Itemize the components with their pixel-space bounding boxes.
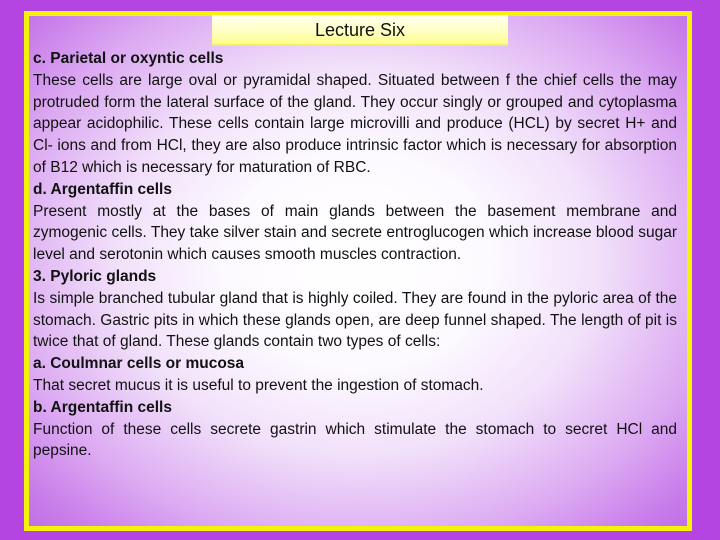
section-heading-pyloric-glands: 3. Pyloric glands [33,267,157,285]
slide-content [33,48,677,462]
section-body-parietal-cells: These cells are large oval or pyramidal shaped. Situated between f the chief cells the may protruded form the lateral surface of the gland. They occur singly or grouped and cytoplasma appear acidophilic. These cells contain large microvilli and produce (HCL) by secret H+ and Cl- ions and from HCl, they are also produce intrinsic factor which is necessary for absorption of B12 which is necessary for maturation of RBC. [33,71,677,176]
section-body-columnar-cells: That secret mucus it is useful to prevent the ingestion of stomach. [33,376,484,394]
section-heading-parietal-cells: c. Parietal or oxyntic cells [33,50,224,67]
section-heading-columnar-cells: a. Coulmnar cells or mucosa [33,355,245,373]
section-body-argentaffin-cells: Present mostly at the bases of main glands between the basement membrane and zymogenic cells. They take silver stain and secrete entroglucogen which increase blood sugar level and serotonin which causes smooth muscles contraction. [33,202,677,264]
section-body-pyloric-glands: Is simple branched tubular gland that is highly coiled. They are found in the pyloric area of the stomach. Gastric pits in which these glands open, are deep funnel shaped. The length of pit is twice that of gland. These glands contain two types of cells: [33,289,677,351]
section-heading-argentaffin-cells: d. Argentaffin cells [33,180,172,198]
section-body-pyloric-argentaffin-cells: Function of these cells secrete gastrin which stimulate the stomach to secret HCl and pepsine. [33,420,677,460]
slide-title: Lecture Six [212,15,508,46]
section-heading-pyloric-argentaffin-cells: b. Argentaffin cells [33,398,172,416]
